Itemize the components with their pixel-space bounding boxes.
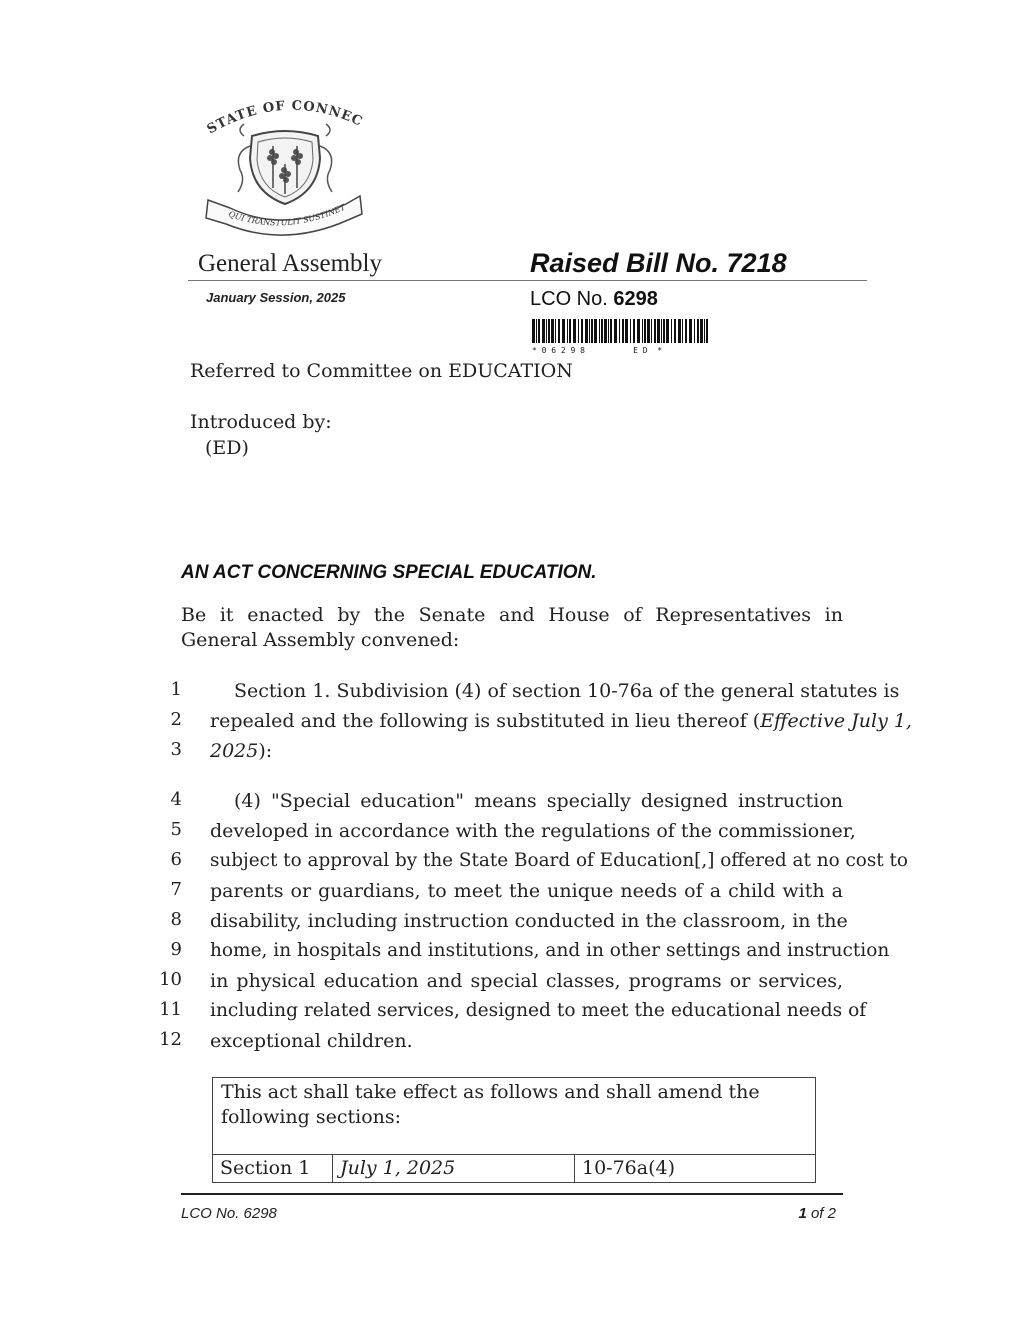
effective-table-heading: This act shall take effect as follows and shall amend the following sections: [221,1081,760,1128]
page-current: 1 [798,1205,807,1222]
barcode-bar [644,319,646,343]
barcode-bar [642,319,643,343]
general-assembly-label: General Assembly [198,250,382,277]
barcode [530,317,713,355]
barcode-bar [661,319,662,343]
table-cell-section: Section 1 [213,1155,333,1182]
barcode-bar [678,319,681,343]
barcode-bar [614,319,617,343]
barcode-bar [585,319,588,343]
barcode-bar [700,319,703,343]
barcode-bar [625,319,628,343]
barcode-bar [573,319,576,343]
barcode-bar [633,319,635,343]
barcode-bar [682,319,683,343]
page-total: of 2 [810,1205,836,1222]
bill-line: in physical education and special classes, programs or services, [210,970,843,992]
barcode-bar [637,319,640,343]
barcode-bar [657,319,660,343]
barcode-bar [697,319,699,343]
bill-line [210,847,908,875]
act-title: AN ACT CONCERNING SPECIAL EDUCATION. [181,562,597,583]
barcode-bar [706,319,708,343]
barcode-bar [622,319,624,343]
line-number: 4 [170,789,182,810]
effective-date-table [212,1077,816,1183]
enacting-clause: Be it enacted by the Senate and House of Representatives in General Assembly convened: [181,604,843,651]
line-number: 2 [170,709,182,730]
barcode-bar [594,319,597,343]
bill-line-text: ): [258,740,273,762]
barcode-bar [548,319,550,343]
bill-line: exceptional children. [210,1030,413,1052]
barcode-bar [608,319,609,343]
barcode-bar [619,319,620,343]
lco-number-header [530,288,658,311]
bill-number: Raised Bill No. 7218 [530,248,787,278]
barcode-bar [651,319,652,343]
lco-number: 6298 [613,288,658,310]
barcode-bar [704,319,705,343]
barcode-bar [532,319,535,343]
line-number: 6 [170,849,182,870]
barcode-bar [551,319,554,343]
barcode-bar [536,319,537,343]
bill-line [210,737,843,765]
line-number: 9 [170,939,182,960]
barcode-bar [666,319,669,343]
seal-motto: QUI TRANSTULIT SUSTINET [227,202,347,228]
line-number: 5 [170,819,182,840]
bill-line-text: subject to approval by the State Board of Education [210,850,695,871]
barcode-bar [591,319,593,343]
table-cell-effective-date: July 1, 2025 [333,1155,575,1182]
seal-text: STATE OF CONNEC [204,98,366,138]
state-seal-logo [200,96,370,246]
committee-referral: Referred to Committee on EDUCATION [190,360,573,382]
barcode-bar [647,319,650,343]
introduced-by-label: Introduced by: [190,411,332,433]
lco-label: LCO No. [530,288,608,310]
bill-line [210,707,912,735]
footer-divider [181,1193,843,1195]
line-number: 3 [170,739,182,760]
bill-line: home, in hospitals and institutions, and in other settings and instruction [210,940,890,961]
barcode-bar [567,319,568,343]
barcode-bar [569,319,571,343]
barcode-bar [630,319,631,343]
barcode-bar [685,319,687,343]
bill-line: developed in accordance with the regulations of the commissioner, [210,820,856,842]
footer-lco: LCO No. 6298 [181,1205,277,1222]
barcode-bar [578,319,579,343]
line-number: 11 [159,999,182,1020]
barcode-bar [599,319,600,343]
table-row [213,1154,815,1182]
bill-line-text: repealed and the following is substituted in lieu thereof ( [210,710,761,732]
barcode-bar [654,319,656,343]
barcode-bar [546,319,547,343]
barcode-bar [663,319,665,343]
effective-date-text: Effective July 1, [760,710,912,732]
line-number: 1 [170,679,182,700]
bill-line: including related services, designed to meet the educational needs of [210,1000,867,1021]
bill-line: parents or guardians, to meet the unique needs of a child with a [210,880,843,902]
introduced-by-value: (ED) [205,437,249,459]
barcode-bar [671,319,672,343]
barcode-bar [538,319,540,343]
barcode-bar [558,319,560,343]
barcode-bar [689,319,692,343]
barcode-bar [604,319,607,343]
session-label: January Session, 2025 [206,290,346,305]
line-number: 8 [170,909,182,930]
line-number: 10 [159,969,182,990]
footer-page-number [760,1205,836,1222]
barcode-bar [601,319,603,343]
barcode-text: * 0 6 2 9 8 E D * [532,346,663,355]
line-number: 7 [170,879,182,900]
barcode-bar [555,319,556,343]
barcode-bar [674,319,676,343]
barcode-bar [589,319,590,343]
barcode-bar [610,319,612,343]
table-cell-amended-section: 10-76a(4) [582,1157,676,1179]
header-divider [188,280,867,281]
line-number: 12 [159,1029,182,1050]
bill-line: Section 1. Subdivision (4) of section 10-76a of the general statutes is [234,680,900,702]
barcode-bar [542,319,545,343]
effective-date-text: 2025 [210,740,259,762]
bill-line: disability, including instruction conducted in the classroom, in the [210,910,848,932]
barcode-bar [562,319,565,343]
barcode-bar [694,319,695,343]
bill-line: (4) "Special education" means specially designed instruction [234,790,843,812]
barcode-bar [581,319,583,343]
deleted-text: [,] offered at no cost to [694,850,908,871]
